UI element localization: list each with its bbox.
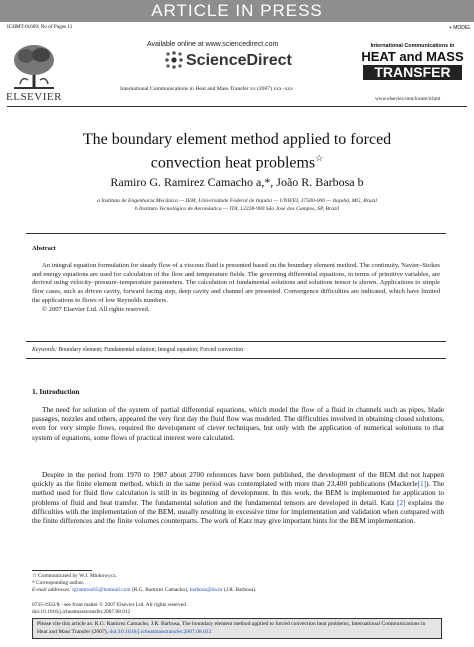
journal-citation-line: International Communications in Heat and Mass Transfer xx (2007) xxx–xxx: [120, 86, 293, 92]
journal-logo-small-text: International Communications in: [370, 43, 455, 49]
elsevier-tree-logo: [8, 40, 60, 92]
footnote-divider: [32, 570, 92, 571]
reference-link-1[interactable]: [1]: [417, 479, 427, 489]
citation-doi-link[interactable]: doi:10.1016/j.icheatmasstransfer.2007.08.012: [109, 628, 212, 635]
email-link-2[interactable]: barbosa@ita.br: [189, 587, 223, 594]
title-footnote-mark: ☆: [315, 153, 324, 163]
issn-block: [32, 602, 282, 616]
journal-logo-line1: HEAT and MASS: [361, 49, 464, 64]
issn-line: 0735-1933/$ - see front matter © 2007 Elsevier Ltd. All rights reserved.: [32, 602, 188, 608]
footnote-corresponding: * Corresponding author.: [32, 580, 85, 587]
available-online-text: Available online at www.sciencedirect.com: [147, 41, 279, 48]
footnotes: [32, 573, 442, 595]
abstract-body: [32, 262, 440, 314]
manuscript-ref: ICHMT-01669; No of Pages 11: [7, 24, 73, 30]
journal-cover-logo: [355, 40, 470, 90]
abstract-copyright: © 2007 Elsevier Ltd. All rights reserved.: [42, 305, 150, 313]
intro-p2-part-a: Despite in the period from 1970 to 1987 about 2700 references have been published, the development of the BEM did not happen quickly as the finite element method, which in the same period was contemplated with more than 23,400 publications (Mackerle: [32, 470, 444, 489]
section-heading-introduction: 1. Introduction: [32, 387, 80, 396]
publisher-name: ELSEVIER: [6, 91, 62, 103]
email-2-owner: (J.R. Barbosa).: [222, 587, 257, 594]
email-link-1[interactable]: rgramirez65@hotmail.com: [72, 587, 131, 594]
header-divider: [7, 106, 467, 107]
doi-line: doi:10.1016/j.icheatmasstransfer.2007.08.012: [32, 609, 131, 616]
abstract-text: An integral equation formulation for steady flow of a viscous fluid is presented based on the boundary element method. The continuity, Navier–Stokes and energy equations are used for calculation of the flow and temperature fields. The governing differential equations, in terms of primitive variables, are derived using velocity–pressure–temperature parameters. The calculation of fundamental solutions and solutions tensor is shown. Applications to simple flow cases, such as driven cavity, forward facing step, deep cavity and channel are presented. Convergence difficulties are indicated, which have limited the applications to flows of low Reynolds numbers.: [32, 262, 440, 304]
intro-p1-text: The need for solution of the system of partial differential equations, which model the flow of a fluid in channels such as pipes, blade passages, nozzles and others, appeared the very first day the fluid flow was modeled. The difficulties involved in obtaining closed solutions, even for very simple flows, required the development of clever techniques, but only with the application of numerical solutions to that system of equations, some flows of practical interest were calculated.: [32, 405, 444, 442]
article-in-press-banner: ARTICLE IN PRESS: [0, 0, 474, 22]
email-1-owner: (R.G. Ramirez Camacho),: [130, 587, 190, 594]
journal-logo-line2: TRANSFER: [363, 65, 462, 80]
citation-box: [32, 618, 442, 639]
reference-link-2[interactable]: [2]: [396, 497, 406, 507]
citation-text: Please cite this article as: R.G. Ramirez Camacho, J.R. Barbosa, The boundary element method applied to forced convection heat problems, International Communications in Heat and Mass Transfer (2007),: [37, 621, 426, 635]
keywords-rule: [26, 341, 446, 342]
sciencedirect-logo-text: ScienceDirect: [186, 52, 292, 69]
abstract-heading: Abstract: [32, 245, 56, 252]
title-line-2: convection heat problems: [150, 154, 316, 172]
affiliation-b: b Instituto Tecnológico de Aeronáutica — ITA, 12228-900 São José dos Campos, SP, Brazil: [134, 206, 340, 212]
keywords-list: Boundary element; Fundamental solution; Integral equation; Forced convection: [58, 347, 244, 353]
title-line-1: The boundary element method applied to forced: [82, 131, 392, 148]
model-tag: + MODEL: [448, 25, 471, 31]
footnote-emails: [32, 587, 442, 594]
affiliation-a: a Instituto de Engenharia Mecânica — IEM, Universidade Federal de Itajubá — UNIFEI, 37500-000 — Itajubá, MG, Brazil: [97, 198, 377, 204]
author-list: Ramiro G. Ramirez Camacho a,*, João R. Barbosa b: [110, 175, 364, 189]
intro-p2-part-b: ). The method used for fluid flow calculation is still in its beginning of development. In this work, the BEM is implemented for application to problems of fluid and heat transfer. The fundamental solution and the fundamental tensors are developed in detail. Katz: [32, 479, 444, 507]
abstract-top-rule: [26, 233, 446, 234]
keywords-line: [32, 347, 440, 353]
keywords-label: Keywords:: [32, 347, 57, 353]
intro-paragraph-1: [32, 405, 444, 442]
article-title: [40, 131, 434, 172]
intro-paragraph-2: [32, 470, 444, 525]
intro-p2-part-c: explains the difficulties with the implementation of the BEM, usually resulting in excessive time for implementation and validation when compared with the finite differences and the finite volumes counterparts. The work of Katz may give important hints for the BEM implementation.: [32, 497, 444, 526]
keywords-bottom-rule: [26, 358, 446, 359]
email-label: E-mail addresses:: [32, 587, 71, 594]
journal-website: www.elsevier.com/locate/ichmt: [375, 96, 441, 102]
sciencedirect-dots-icon: [164, 50, 184, 70]
footnote-communicated: ☆ Communicated by W.J. Minkowycz.: [32, 573, 117, 579]
